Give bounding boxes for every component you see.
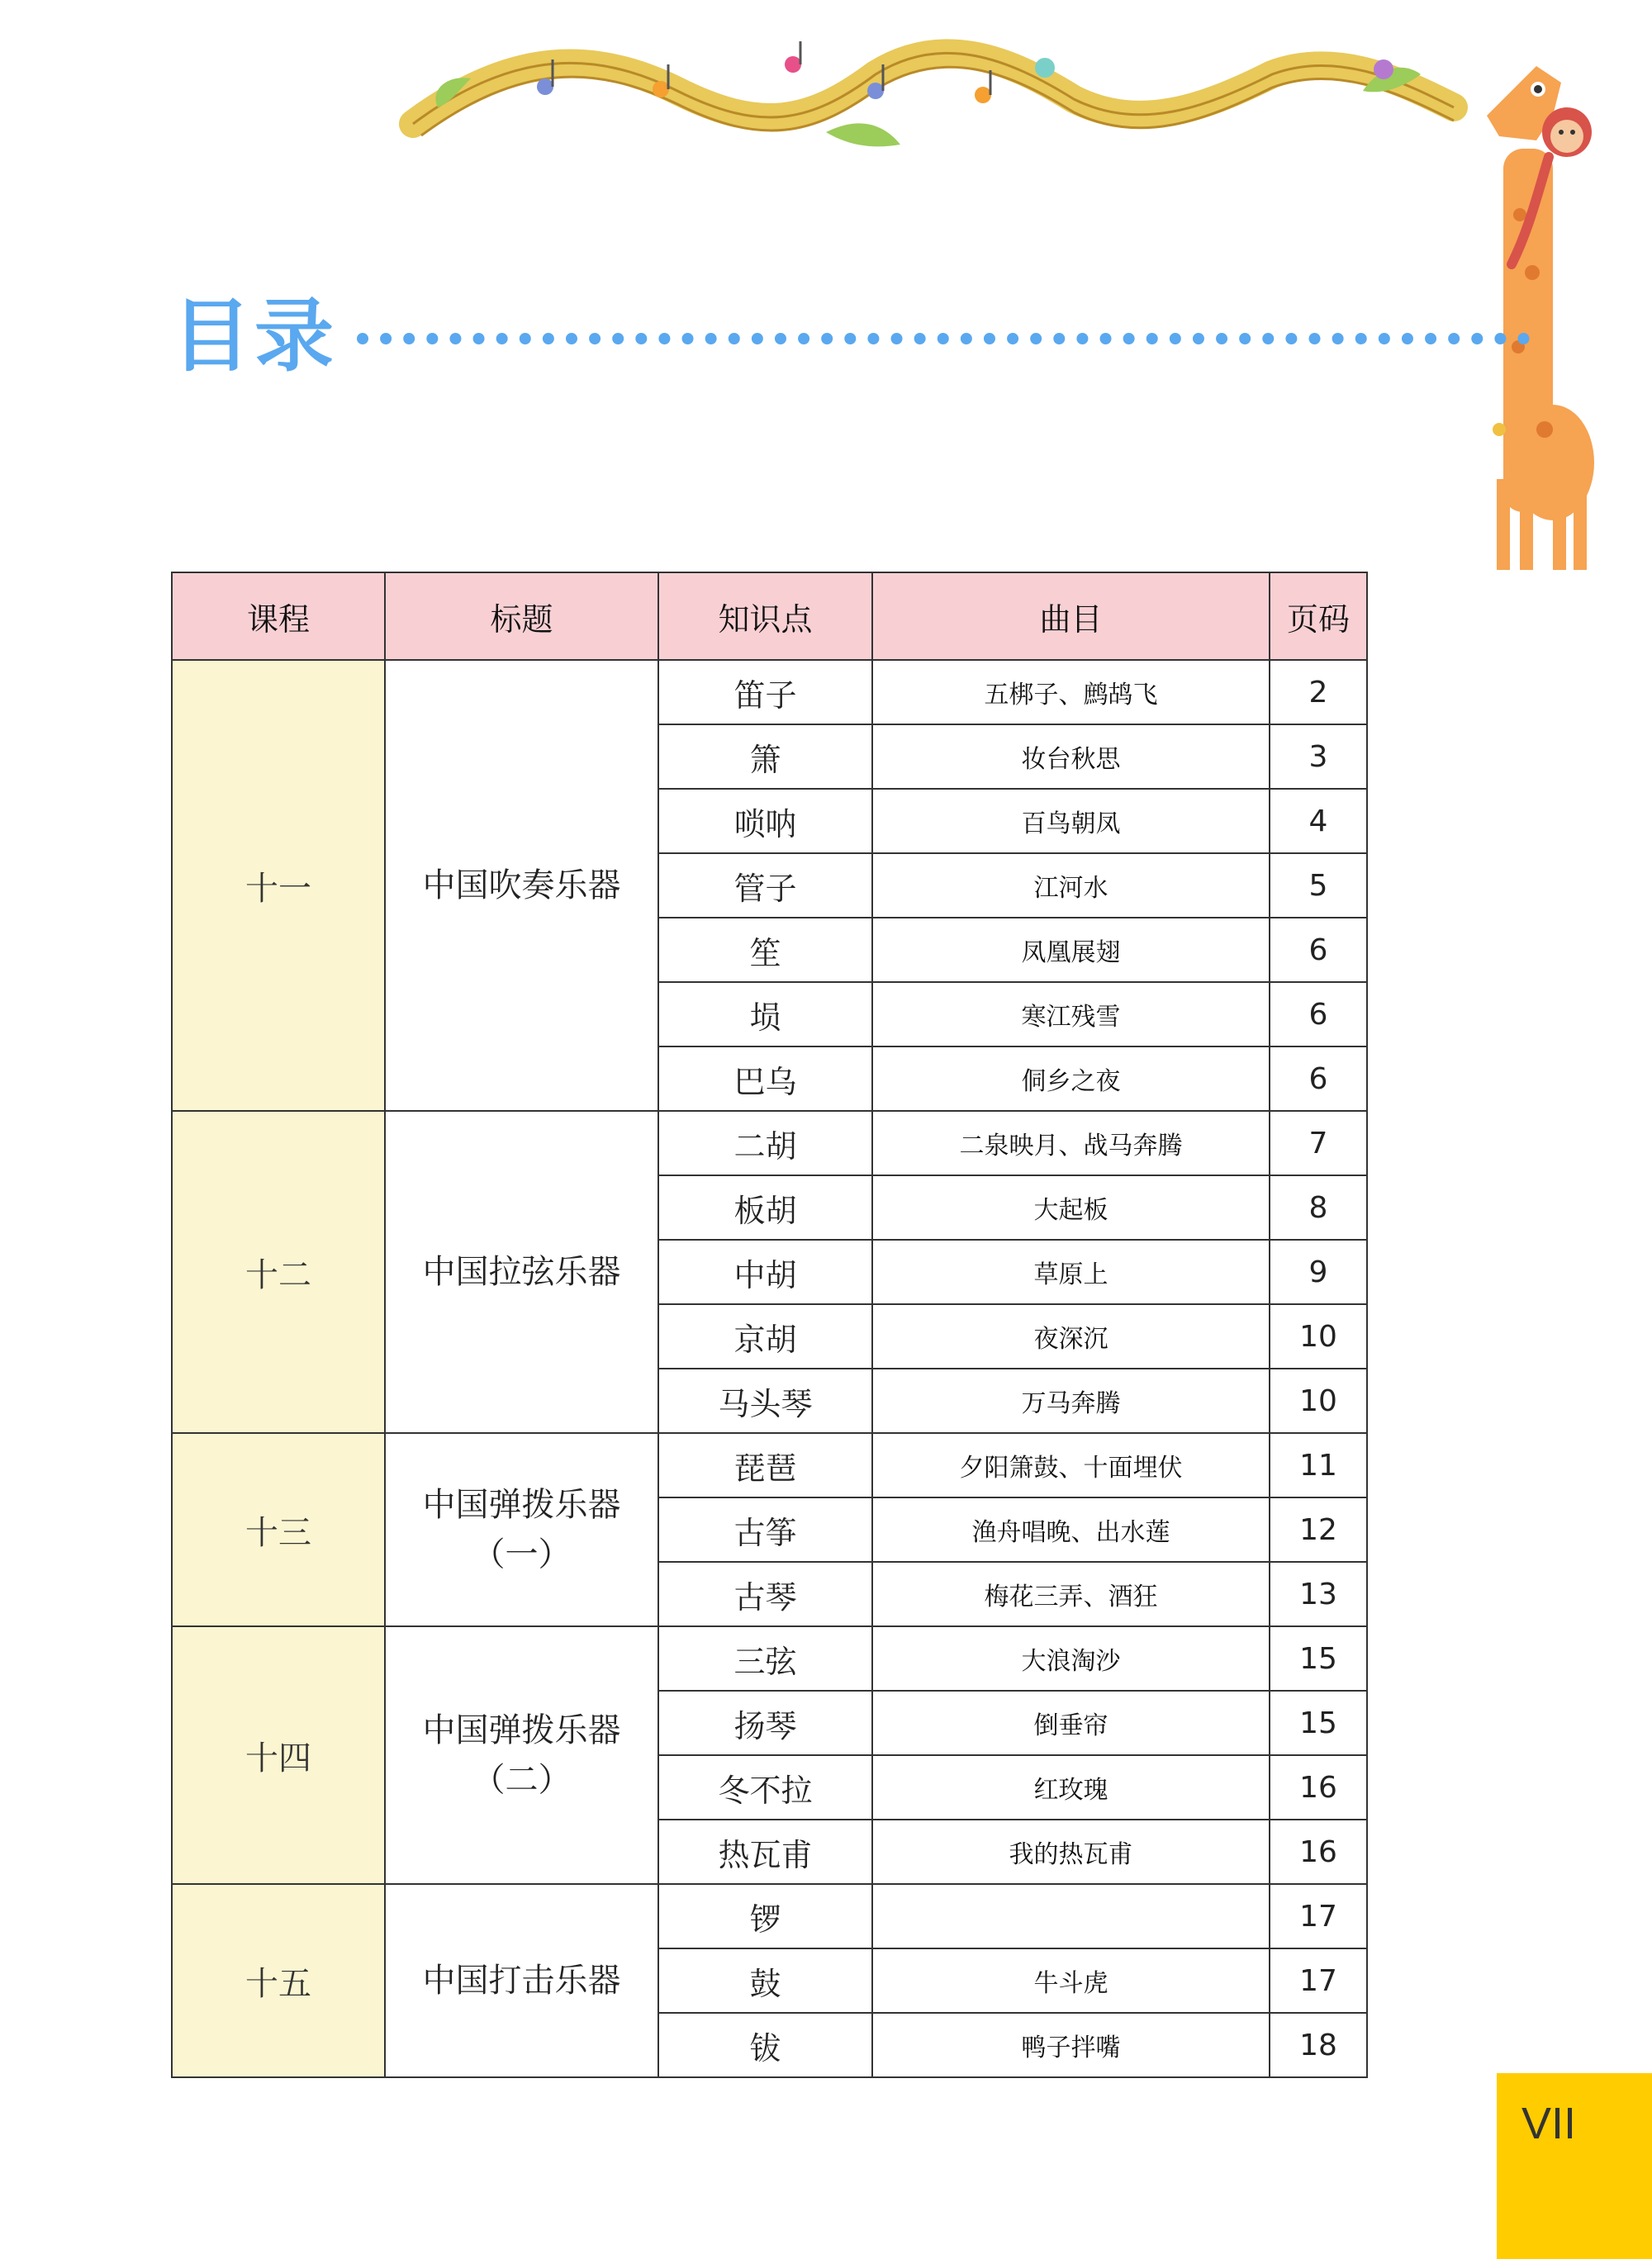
page-ref: 10	[1270, 1304, 1367, 1369]
knowledge-point: 三弦	[658, 1626, 872, 1691]
music-ribbon	[413, 41, 1454, 146]
knowledge-point: 笛子	[658, 660, 872, 724]
page-ref: 17	[1270, 1948, 1367, 2013]
page-ref: 7	[1270, 1111, 1367, 1175]
page-ref: 15	[1270, 1626, 1367, 1691]
knowledge-point: 埙	[658, 982, 872, 1046]
piece-title: 寒江残雪	[872, 982, 1270, 1046]
knowledge-point: 京胡	[658, 1304, 872, 1369]
piece-title: 二泉映月、战马奔腾	[872, 1111, 1270, 1175]
page-ref: 6	[1270, 982, 1367, 1046]
knowledge-point: 琵琶	[658, 1433, 872, 1497]
page-ref: 17	[1270, 1884, 1367, 1948]
page-ref: 6	[1270, 918, 1367, 982]
giraffe-illustration	[1487, 66, 1594, 570]
lesson-title-cell	[385, 1884, 658, 2077]
dotted-leader	[357, 333, 1530, 344]
piece-title: 大浪淘沙	[872, 1626, 1270, 1691]
piece-title: 凤凰展翅	[872, 918, 1270, 982]
knowledge-point: 扬琴	[658, 1691, 872, 1755]
piece-title: 倒垂帘	[872, 1691, 1270, 1755]
lesson-number: 十二	[172, 1111, 385, 1433]
piece-title: 草原上	[872, 1240, 1270, 1304]
toc-body	[172, 660, 1367, 2077]
lesson-title: 中国打击乐器	[422, 1962, 621, 2000]
piece-title: 万马奔腾	[872, 1369, 1270, 1433]
toc-header-row	[172, 572, 1367, 660]
piece-title: 侗乡之夜	[872, 1046, 1270, 1111]
piece-title: 江河水	[872, 853, 1270, 918]
lesson-number: 十五	[172, 1884, 385, 2077]
piece-title: 鸭子拌嘴	[872, 2013, 1270, 2077]
piece-title: 红玫瑰	[872, 1755, 1270, 1820]
lesson-number: 十三	[172, 1433, 385, 1626]
table-row	[172, 660, 1367, 724]
lesson-title: 中国拉弦乐器	[422, 1253, 621, 1291]
lesson-title: 中国吹奏乐器	[422, 866, 621, 904]
page-ref: 2	[1270, 660, 1367, 724]
column-header: 知识点	[658, 572, 872, 660]
piece-title: 百鸟朝凤	[872, 789, 1270, 853]
page-ref: 11	[1270, 1433, 1367, 1497]
knowledge-point: 巴乌	[658, 1046, 872, 1111]
piece-title	[872, 1884, 1270, 1948]
page-ref: 16	[1270, 1820, 1367, 1884]
piece-title: 夕阳箫鼓、十面埋伏	[872, 1433, 1270, 1497]
page-ref: 18	[1270, 2013, 1367, 2077]
knowledge-point: 热瓦甫	[658, 1820, 872, 1884]
table-row	[172, 1884, 1367, 1948]
piece-title: 渔舟唱晚、出水莲	[872, 1497, 1270, 1562]
lesson-subtitle: （二）	[472, 1761, 572, 1799]
toc-heading	[172, 291, 1394, 382]
knowledge-point: 古筝	[658, 1497, 872, 1562]
column-header: 曲目	[872, 572, 1270, 660]
piece-title: 我的热瓦甫	[872, 1820, 1270, 1884]
table-row	[172, 1626, 1367, 1691]
knowledge-point: 笙	[658, 918, 872, 982]
table-row	[172, 1433, 1367, 1497]
page-ref: 4	[1270, 789, 1367, 853]
piece-title: 妆台秋思	[872, 724, 1270, 789]
page-number: VII	[1521, 2099, 1577, 2148]
knowledge-point: 冬不拉	[658, 1755, 872, 1820]
knowledge-point: 二胡	[658, 1111, 872, 1175]
page-ref: 8	[1270, 1175, 1367, 1240]
table-row	[172, 1111, 1367, 1175]
lesson-title-cell	[385, 660, 658, 1111]
knowledge-point: 板胡	[658, 1175, 872, 1240]
knowledge-point: 箫	[658, 724, 872, 789]
lesson-number: 十一	[172, 660, 385, 1111]
knowledge-point: 管子	[658, 853, 872, 918]
lesson-title: 中国弹拨乐器	[422, 1711, 621, 1749]
page-ref: 9	[1270, 1240, 1367, 1304]
page-ref: 10	[1270, 1369, 1367, 1433]
piece-title: 五梆子、鹧鸪飞	[872, 660, 1270, 724]
lesson-title-cell	[385, 1433, 658, 1626]
page-number-tab	[1497, 2073, 1652, 2259]
knowledge-point: 鼓	[658, 1948, 872, 2013]
knowledge-point: 古琴	[658, 1562, 872, 1626]
toc-table	[171, 572, 1368, 2078]
lesson-number: 十四	[172, 1626, 385, 1884]
piece-title: 大起板	[872, 1175, 1270, 1240]
lesson-subtitle: （一）	[472, 1535, 572, 1573]
lesson-title: 中国弹拨乐器	[422, 1486, 621, 1524]
page-ref: 15	[1270, 1691, 1367, 1755]
knowledge-point: 中胡	[658, 1240, 872, 1304]
toc-title: 目录	[172, 290, 337, 382]
lesson-title-cell	[385, 1626, 658, 1884]
knowledge-point: 马头琴	[658, 1369, 872, 1433]
knowledge-point: 钹	[658, 2013, 872, 2077]
page-ref: 6	[1270, 1046, 1367, 1111]
page-ref: 5	[1270, 853, 1367, 918]
knowledge-point: 锣	[658, 1884, 872, 1948]
piece-title: 牛斗虎	[872, 1948, 1270, 2013]
page-ref: 3	[1270, 724, 1367, 789]
page-ref: 16	[1270, 1755, 1367, 1820]
page-ref: 13	[1270, 1562, 1367, 1626]
lesson-title-cell	[385, 1111, 658, 1433]
page-ref: 12	[1270, 1497, 1367, 1562]
column-header: 课程	[172, 572, 385, 660]
column-header: 页码	[1270, 572, 1367, 660]
piece-title: 梅花三弄、酒狂	[872, 1562, 1270, 1626]
column-header: 标题	[385, 572, 658, 660]
piece-title: 夜深沉	[872, 1304, 1270, 1369]
knowledge-point: 唢呐	[658, 789, 872, 853]
